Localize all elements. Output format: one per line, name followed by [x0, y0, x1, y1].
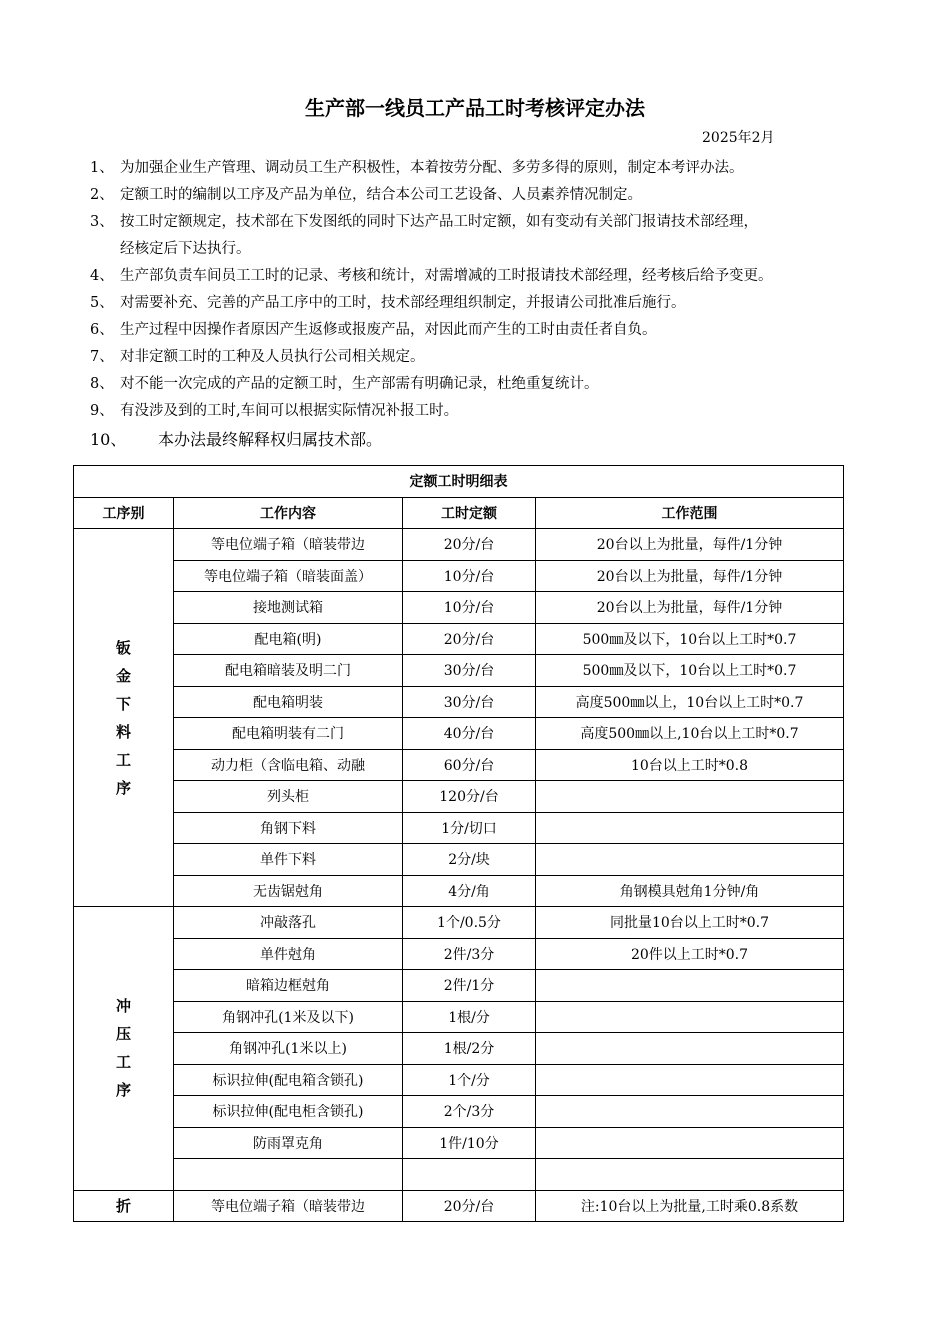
- clause-text: 对不能一次完成的产品的定额工时，生产部需有明确记录，杜绝重复统计。: [120, 376, 599, 392]
- scope-cell: 10台以上工时*0.8: [536, 749, 844, 781]
- table-row: [74, 560, 844, 592]
- quota-cell: 40分/台: [403, 718, 536, 750]
- table-row: [74, 1127, 844, 1159]
- table-caption: 定额工时明细表: [74, 466, 844, 498]
- table-row: [74, 623, 844, 655]
- process-cell: [74, 1190, 174, 1222]
- clause-number: 3、: [90, 214, 114, 230]
- clause-number: 7、: [90, 349, 114, 365]
- clause-item: [90, 180, 890, 207]
- quota-cell: 10分/台: [403, 560, 536, 592]
- content-cell: 单件尅角: [174, 938, 403, 970]
- clause-text: 有没涉及到的工时,车间可以根据实际情况补报工时。: [120, 403, 459, 419]
- scope-cell: [536, 781, 844, 813]
- process-cell: [74, 907, 174, 1191]
- table-row: [74, 749, 844, 781]
- clause-text: 为加强企业生产管理、调动员工生产积极性，本着按劳分配、多劳多得的原则，制定本考评办法。: [120, 160, 744, 176]
- clause-text: 对需要补充、完善的产品工序中的工时，技术部经理组织制定，并报请公司批准后施行。: [120, 295, 686, 311]
- clause-number: 8、: [90, 376, 114, 392]
- scope-cell: [536, 1001, 844, 1033]
- clause-text: 对非定额工时的工种及人员执行公司相关规定。: [120, 349, 425, 365]
- table-row: [74, 1033, 844, 1065]
- table-row: [74, 970, 844, 1002]
- table-row: [74, 875, 844, 907]
- quota-cell: 2件/3分: [403, 938, 536, 970]
- quota-cell: 1个/分: [403, 1064, 536, 1096]
- scope-cell: [536, 844, 844, 876]
- content-cell: 列头柜: [174, 781, 403, 813]
- table-row: [74, 844, 844, 876]
- scope-cell: [536, 1033, 844, 1065]
- clause-number: 5、: [90, 295, 114, 311]
- table-row: [74, 812, 844, 844]
- content-cell: 无齿锯尅角: [174, 875, 403, 907]
- document-title: 生产部一线员工产品工时考核评定办法: [305, 96, 645, 120]
- clause-item: [90, 342, 890, 369]
- process-label: 钣 金 下 料 工 序: [115, 638, 131, 797]
- scope-cell: [536, 1096, 844, 1128]
- content-cell: 动力柜（含临电箱、动融: [174, 749, 403, 781]
- quota-cell: 2件/1分: [403, 970, 536, 1002]
- scope-cell: 500㎜及以下，10台以上工时*0.7: [536, 623, 844, 655]
- table-caption-row: [74, 466, 844, 498]
- process-label: 折: [115, 1196, 131, 1215]
- quota-cell: 4分/角: [403, 875, 536, 907]
- table-row: [74, 1096, 844, 1128]
- clause-item: [90, 315, 890, 342]
- table-row: [74, 1064, 844, 1096]
- table-row: [74, 655, 844, 687]
- table-row: [74, 1190, 844, 1222]
- scope-cell: [536, 970, 844, 1002]
- header-scope: 工作范围: [536, 497, 844, 529]
- content-cell: 等电位端子箱（暗装面盖）: [174, 560, 403, 592]
- quota-cell: 2个/3分: [403, 1096, 536, 1128]
- table-row: [74, 592, 844, 624]
- content-cell: 防雨罩克角: [174, 1127, 403, 1159]
- quota-cell: 1根/分: [403, 1001, 536, 1033]
- clause-number: 10、: [90, 429, 127, 449]
- content-cell: 标识拉伸(配电箱含锁孔): [174, 1064, 403, 1096]
- scope-cell: [536, 812, 844, 844]
- table-row: [74, 529, 844, 561]
- scope-cell: 20台以上为批量，每件/1分钟: [536, 592, 844, 624]
- content-cell: 角钢下料: [174, 812, 403, 844]
- content-cell: 配电箱(明): [174, 623, 403, 655]
- header-content: 工作内容: [174, 497, 403, 529]
- scope-cell: 注:10台以上为批量,工时乘0.8系数: [536, 1190, 844, 1222]
- quota-cell: 1根/2分: [403, 1033, 536, 1065]
- clause-text: 生产过程中因操作者原因产生返修或报废产品，对因此而产生的工时由责任者自负。: [120, 322, 657, 338]
- clause-continuation: [90, 234, 890, 261]
- quota-cell: 20分/台: [403, 623, 536, 655]
- quota-cell: 20分/台: [403, 1190, 536, 1222]
- clause-item: [90, 261, 890, 288]
- content-cell: 配电箱暗装及明二门: [174, 655, 403, 687]
- content-cell: 冲敲落孔: [174, 907, 403, 939]
- table-row: [74, 1159, 844, 1191]
- content-cell: 配电箱明装有二门: [174, 718, 403, 750]
- clause-item: [90, 369, 890, 396]
- table-row: [74, 781, 844, 813]
- clause-item: [90, 423, 890, 453]
- clause-number: 6、: [90, 322, 114, 338]
- quota-cell: [403, 1159, 536, 1191]
- scope-cell: [536, 1127, 844, 1159]
- clause-item: [90, 396, 890, 423]
- content-cell: [174, 1159, 403, 1191]
- quota-cell: 2分/块: [403, 844, 536, 876]
- quota-cell: 30分/台: [403, 686, 536, 718]
- clause-number: 1、: [90, 160, 114, 176]
- content-cell: 等电位端子箱（暗装带边: [174, 529, 403, 561]
- quota-cell: 1分/切口: [403, 812, 536, 844]
- scope-cell: 20台以上为批量，每件/1分钟: [536, 560, 844, 592]
- clause-number: 9、: [90, 403, 114, 419]
- process-label: 冲 压 工 序: [115, 997, 131, 1100]
- content-cell: 单件下料: [174, 844, 403, 876]
- clause-text: 生产部负责车间员工工时的记录、考核和统计，对需增减的工时报请技术部经理，经考核后给予变更。: [120, 268, 773, 284]
- quota-cell: 10分/台: [403, 592, 536, 624]
- quota-detail-table: [73, 465, 844, 1222]
- table-row: [74, 718, 844, 750]
- quota-cell: 60分/台: [403, 749, 536, 781]
- scope-cell: 高度500㎜以上,10台以上工时*0.7: [536, 718, 844, 750]
- quota-cell: 20分/台: [403, 529, 536, 561]
- content-cell: 标识拉伸(配电柜含锁孔): [174, 1096, 403, 1128]
- clause-text: 按工时定额规定，技术部在下发图纸的同时下达产品工时定额，如有变动有关部门报请技术部经理，: [120, 214, 758, 230]
- clause-text: 经核定后下达执行。: [120, 241, 251, 257]
- table-header-row: [74, 497, 844, 529]
- clause-text: 定额工时的编制以工序及产品为单位，结合本公司工艺设备、人员素养情况制定。: [120, 187, 642, 203]
- table-row: [74, 907, 844, 939]
- scope-cell: 高度500㎜以上，10台以上工时*0.7: [536, 686, 844, 718]
- content-cell: 暗箱边框尅角: [174, 970, 403, 1002]
- quota-cell: 120分/台: [403, 781, 536, 813]
- scope-cell: 500㎜及以下，10台以上工时*0.7: [536, 655, 844, 687]
- header-process: 工序别: [74, 497, 174, 529]
- quota-cell: 1个/0.5分: [403, 907, 536, 939]
- clause-item: [90, 288, 890, 315]
- clause-item: [90, 207, 890, 234]
- clause-number: 4、: [90, 268, 114, 284]
- clause-number: 2、: [90, 187, 114, 203]
- scope-cell: 角钢模具尅角1分钟/角: [536, 875, 844, 907]
- quota-cell: 30分/台: [403, 655, 536, 687]
- table-row: [74, 1001, 844, 1033]
- content-cell: 配电箱明装: [174, 686, 403, 718]
- document-date: 2025年2月: [702, 130, 775, 146]
- scope-cell: [536, 1159, 844, 1191]
- clause-list: [90, 153, 890, 453]
- content-cell: 角钢冲孔(1米以上): [174, 1033, 403, 1065]
- content-cell: 接地测试箱: [174, 592, 403, 624]
- scope-cell: 20台以上为批量，每件/1分钟: [536, 529, 844, 561]
- table-row: [74, 686, 844, 718]
- header-quota: 工时定额: [403, 497, 536, 529]
- scope-cell: 同批量10台以上工时*0.7: [536, 907, 844, 939]
- quota-cell: 1件/10分: [403, 1127, 536, 1159]
- clause-item: [90, 153, 890, 180]
- scope-cell: 20件以上工时*0.7: [536, 938, 844, 970]
- table-row: [74, 938, 844, 970]
- scope-cell: [536, 1064, 844, 1096]
- content-cell: 角钢冲孔(1米及以下): [174, 1001, 403, 1033]
- content-cell: 等电位端子箱（暗装带边: [174, 1190, 403, 1222]
- process-cell: [74, 529, 174, 907]
- clause-text: 本办法最终解释权归属技术部。: [158, 429, 383, 449]
